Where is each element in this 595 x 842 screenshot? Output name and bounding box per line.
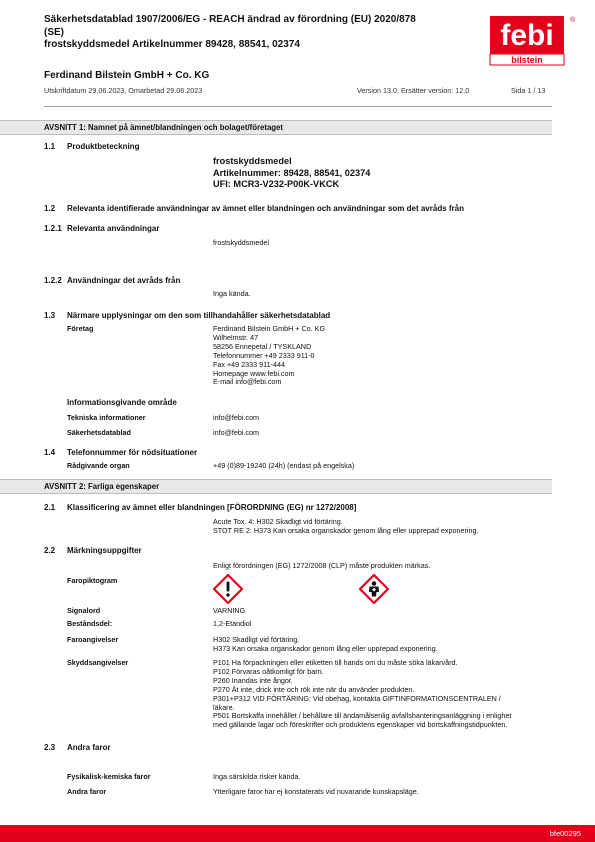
signal-word-label: Signalord: [67, 606, 101, 615]
section-1-heading: [0, 120, 552, 135]
health-hazard-pictogram-icon: [359, 574, 389, 604]
logo-registered: ®: [570, 17, 576, 24]
pictogram-label: Faropiktogram: [67, 576, 118, 585]
supplier-name: Ferdinand Bilstein GmbH + Co. KG: [213, 324, 326, 333]
supplier-homepage[interactable]: Homepage www.febi.com: [213, 368, 295, 378]
exclamation-mark-pictogram-icon: [213, 574, 243, 604]
physchem-hazards-value: Inga särskilda risker kända.: [213, 772, 301, 781]
precaution-p102: P102 Förvaras oåtkomligt för barn.: [213, 666, 324, 676]
other-hazards-value: Ytterligare faror har ej konstaterats vid nuvarande kunskapsläge.: [213, 787, 419, 796]
print-date: Utskriftdatum 29.06.2023, Omarbetad 29.06.2023: [44, 86, 203, 95]
classification-acute-tox: Acute Tox. 4: H302 Skadligt vid förtäring.: [213, 517, 343, 526]
relevant-use-value: frostskyddsmedel: [213, 238, 269, 247]
logo-text: febi: [500, 19, 554, 52]
component-label: Beståndsdel:: [67, 619, 113, 628]
title-line-1: Säkerhetsdatablad 1907/2006/EG - REACH ändrad av förordning (EU) 2020/878: [44, 14, 416, 25]
s2-3-number: 2.3: [44, 743, 56, 752]
section-2-title: AVSNITT 2: Farliga egenskaper: [44, 482, 160, 491]
precaution-p101: P101 Ha förpackningen eller etiketten till hands om du måste söka läkarvård.: [213, 658, 458, 667]
advisory-body-label: Rådgivande organ: [67, 461, 130, 470]
s1-3-label: Närmare upplysningar om den som tillhandahåller säkerhetsdatablad: [67, 311, 331, 320]
ufi-code: UFI: MCR3-V232-P00K-VKCK: [213, 179, 340, 190]
company-name: Ferdinand Bilstein GmbH + Co. KG: [44, 70, 210, 81]
signal-word-value: VARNING: [213, 606, 246, 615]
hazard-h373: H373 Kan orsaka organskador genom lång eller upprepad exponering.: [213, 643, 438, 653]
title-line-2: (SE): [44, 26, 64, 38]
s2-2-number: 2.2: [44, 546, 56, 555]
section-1-title: AVSNITT 1: Namnet på ämnet/blandningen och bolaget/företaget: [44, 123, 283, 132]
s1-2-1-number: 1.2.1: [44, 224, 62, 233]
product-identifier: [213, 156, 370, 191]
hazard-statements-label: Faroangivelser: [67, 635, 119, 644]
precautionary-statements: [213, 659, 511, 730]
labeling-note: Enligt förordningen (EG) 1272/2008 (CLP) måste produkten märkas.: [213, 561, 431, 570]
footer-document-code: bfe00295: [549, 829, 581, 838]
tech-info-label: Tekniska informationer: [67, 413, 146, 422]
s2-3-label: Andra faror: [67, 743, 111, 752]
page-number: Sida 1 / 13: [511, 86, 546, 95]
tech-info-email[interactable]: info@febi.com: [213, 413, 260, 422]
s1-2-1-label: Relevanta användningar: [67, 224, 160, 233]
hazard-statements: [213, 636, 438, 654]
company-label: Företag: [67, 324, 94, 333]
s1-4-label: Telefonnummer för nödsituationer: [67, 448, 198, 457]
classification-stot-re: STOT RE 2: H373 Kan orsaka organskador genom lång eller upprepad exponering.: [213, 525, 479, 535]
s1-2-number: 1.2: [44, 204, 56, 213]
sds-contact-label: Säkerhetsdatablad: [67, 428, 131, 437]
s1-1-number: 1.1: [44, 142, 56, 151]
s1-2-2-number: 1.2.2: [44, 276, 62, 285]
other-hazards-label: Andra faror: [67, 787, 107, 796]
s1-2-2-label: Användningar det avråds från: [67, 276, 181, 285]
document-title: [44, 14, 424, 52]
supplier-fax: Fax +49 2333 911-444: [213, 359, 285, 369]
s2-1-label: Klassificering av ämnet eller blandningen [FÖRORDNING (EG) nr 1272/2008]: [67, 503, 357, 512]
uses-advised-against-value: Inga kända.: [213, 289, 251, 298]
s1-2-label: Relevanta identifierade användningar av ämnet eller blandningen och användningar som det avråds från: [67, 204, 464, 213]
precaution-p270: P270 Ät inte, drick inte och rök inte när du använder produkten.: [213, 684, 415, 694]
footer-bar: [0, 825, 595, 842]
classification-list: [213, 518, 478, 536]
precaution-p301-p312: P301+P312 VID FÖRTÄRING: Vid obehag, kontakta GIFTINFORMATIONSCENTRALEN /: [213, 693, 501, 703]
component-value: 1,2-Etandiol: [213, 619, 252, 628]
version-info: Version 13.0. Ersätter version: 12.0: [357, 86, 470, 95]
logo-subtext: bilstein: [511, 55, 543, 65]
header-divider: [44, 106, 552, 107]
supplier-city: 58256 Ennepetal / TYSKLAND: [213, 341, 312, 351]
supplier-email[interactable]: E-mail info@febi.com: [213, 377, 282, 387]
s1-1-label: Produktbeteckning: [67, 142, 140, 151]
physchem-hazards-label: Fysikalisk-kemiska faror: [67, 772, 151, 781]
company-address: [213, 325, 325, 387]
febi-bilstein-logo: [486, 14, 576, 66]
febi-logo-icon: [486, 14, 576, 66]
s2-1-number: 2.1: [44, 503, 56, 512]
sds-contact-email[interactable]: info@febi.com: [213, 428, 260, 437]
precaution-p501-cont: med gällande lagar och föreskrifter och produktens egenskaper vid bortskaffningstidpunkten.: [213, 720, 508, 730]
hazard-h302: H302 Skadligt vid förtäring.: [213, 635, 300, 644]
article-numbers: Artikelnummer: 89428, 88541, 02374: [213, 167, 371, 178]
supplier-phone: Telefonnummer +49 2333 911-0: [213, 350, 315, 360]
precaution-p260: P260 Inandas inte ångor.: [213, 675, 293, 685]
info-area-label: Informationsgivande område: [67, 398, 177, 407]
section-2-heading: [0, 479, 552, 494]
s1-4-number: 1.4: [44, 448, 56, 457]
precaution-p301-p312-cont: läkare.: [213, 702, 235, 712]
s2-2-label: Märkningsuppgifter: [67, 546, 142, 555]
precautionary-statements-label: Skyddsangivelser: [67, 658, 129, 667]
title-line-3: frostskyddsmedel Artikelnummer 89428, 88541, 02374: [44, 39, 300, 51]
precaution-p501: P501 Bortskaffa innehållet / behållare till ändamålsenlig avfallshanteringsanläggning i enlighet: [213, 711, 512, 721]
emergency-phone: +49 (0)89-19240 (24h) (endast på engelska): [213, 461, 355, 470]
s1-3-number: 1.3: [44, 311, 56, 320]
supplier-street: Wilhelmstr. 47: [213, 332, 259, 342]
product-name: frostskyddsmedel: [213, 156, 292, 166]
